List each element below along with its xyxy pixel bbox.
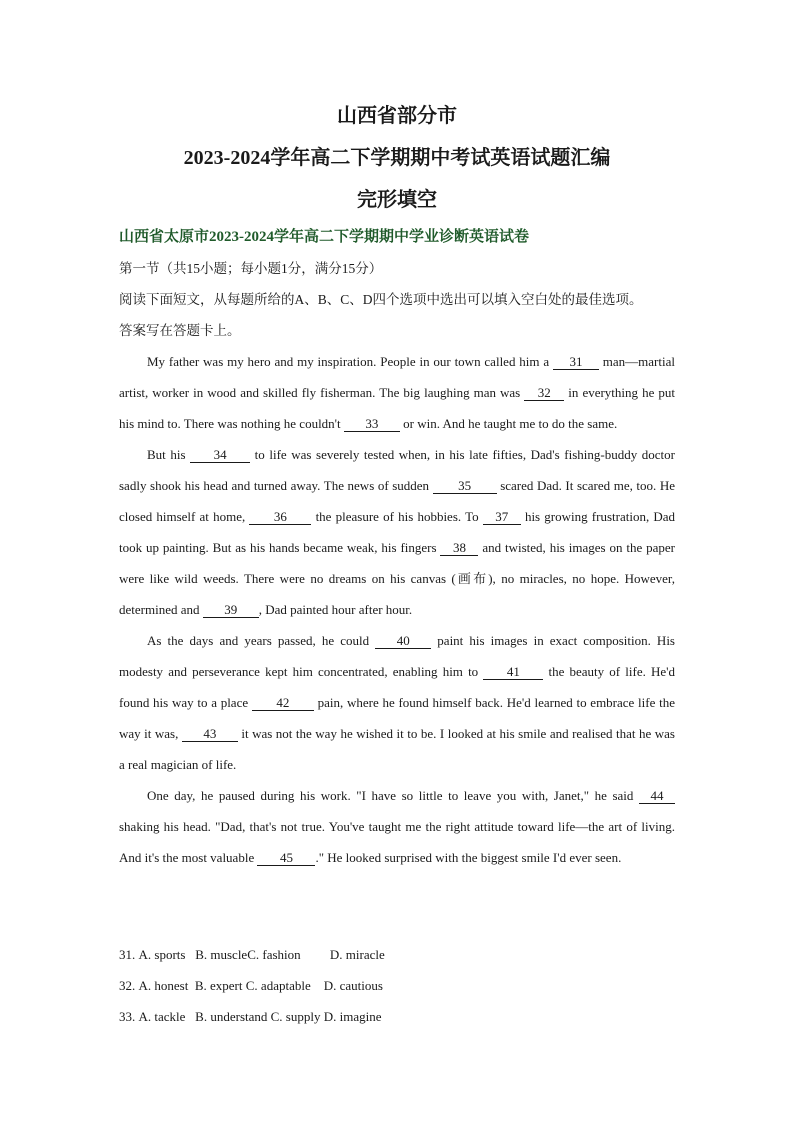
option-c: C. adaptable (245, 978, 311, 993)
blank-31: 31 (553, 354, 599, 370)
blank-44: 44 (639, 788, 675, 804)
option-a: A. honest (138, 978, 189, 993)
question-number: 33. (119, 1009, 136, 1024)
passage-text: scared Dad. It scared me, too. He closed himself at home, (119, 478, 675, 524)
passage-text: pain, where he found himself back. He'd learned to embrace life the way it was, (119, 695, 675, 741)
question-options (119, 939, 675, 1032)
passage-text: But his (147, 447, 191, 462)
option-c: C. supply (270, 1009, 321, 1024)
question-number: 32. (119, 978, 136, 993)
passage-text: man—martial artist, worker in wood and skilled fly fisherman. The big laughing man was (119, 354, 675, 400)
passage-text: As the days and years passed, he could (147, 633, 376, 648)
passage-text: it was not the way he wished it to be. I looked at his smile and realised that he was a real magician of life. (119, 726, 675, 772)
question-31 (119, 939, 675, 970)
passage-text: One day, he paused during his work. "I have so little to leave you with, Janet," he said (147, 788, 639, 803)
option-b: B. expert (194, 978, 243, 993)
passage-text: to life was severely tested when, in his late fifties, Dad's fishing-buddy doctor sadly shook his head and turned away. The news of sudden (119, 447, 675, 493)
option-a: A. sports (138, 947, 186, 962)
passage-text: , Dad painted hour after hour. (258, 602, 413, 617)
section-heading: 第一节（共15小题；每小题1分，满分15分） (119, 261, 383, 276)
option-b: B. muscle (195, 947, 248, 962)
blank-45: 45 (257, 850, 315, 866)
cloze-passage (119, 346, 675, 873)
blank-40: 40 (375, 633, 431, 649)
passage-paragraph-2 (119, 439, 675, 625)
blank-33: 33 (344, 416, 400, 432)
option-d: D. imagine (323, 1009, 382, 1024)
passage-text: shaking his head. "Dad, that's not true. You've taught me the right attitude toward life—the art of living. And it's the most valuable (119, 819, 675, 865)
blank-34: 34 (190, 447, 250, 463)
instruction-line-2: 答案写在答题卡上。 (119, 323, 241, 338)
passage-text: his growing frustration, Dad took up painting. But as his hands became weak, his fingers (119, 509, 676, 555)
blank-42: 42 (252, 695, 314, 711)
passage-paragraph-4 (119, 780, 675, 873)
exam-source-heading: 山西省太原市2023-2024学年高二下学期期中学业诊断英语试卷 (119, 229, 529, 245)
option-b: B. understand (195, 1009, 268, 1024)
blank-35: 35 (433, 478, 497, 494)
blank-36: 36 (249, 509, 311, 525)
blank-37: 37 (483, 509, 521, 525)
passage-text: and twisted, his images on the paper were like wild weeds. There were no dreams on his canvas (画布), no miracles, no hope. However, determined and (119, 540, 675, 617)
blank-38: 38 (440, 540, 478, 556)
passage-text: ." He looked surprised with the biggest smile I'd ever seen. (315, 850, 622, 865)
instruction-line-1: 阅读下面短文，从每题所给的A、B、C、D四个选项中选出可以填入空白处的最佳选项。 (119, 292, 643, 307)
doc-title-exam: 2023-2024学年高二下学期期中考试英语试题汇编 (183, 147, 611, 169)
question-number: 31. (119, 947, 136, 962)
option-d: D. cautious (323, 978, 383, 993)
question-33 (119, 1001, 675, 1032)
passage-text: My father was my hero and my inspiration. People in our town called him a (147, 354, 553, 369)
passage-paragraph-3 (119, 625, 675, 780)
passage-text: paint his images in exact composition. His modesty and perseverance kept him concentrated, enabling him to (119, 633, 675, 679)
passage-text: the pleasure of his hobbies. To (311, 509, 483, 524)
blank-32: 32 (524, 385, 564, 401)
passage-text: in everything he put his mind to. There was nothing he couldn't (119, 385, 675, 431)
doc-title-region: 山西省部分市 (337, 105, 457, 127)
option-c: C. fashion (247, 947, 301, 962)
passage-paragraph-1 (119, 346, 675, 439)
passage-text: or win. And he taught me to do the same. (399, 416, 618, 431)
doc-title-section: 完形填空 (357, 189, 437, 211)
option-d: D. miracle (329, 947, 385, 962)
blank-39: 39 (203, 602, 259, 618)
blank-41: 41 (483, 664, 543, 680)
passage-text: the beauty of life. He'd found his way to a place (119, 664, 675, 710)
question-32 (119, 970, 675, 1001)
blank-43: 43 (182, 726, 238, 742)
option-a: A. tackle (138, 1009, 186, 1024)
